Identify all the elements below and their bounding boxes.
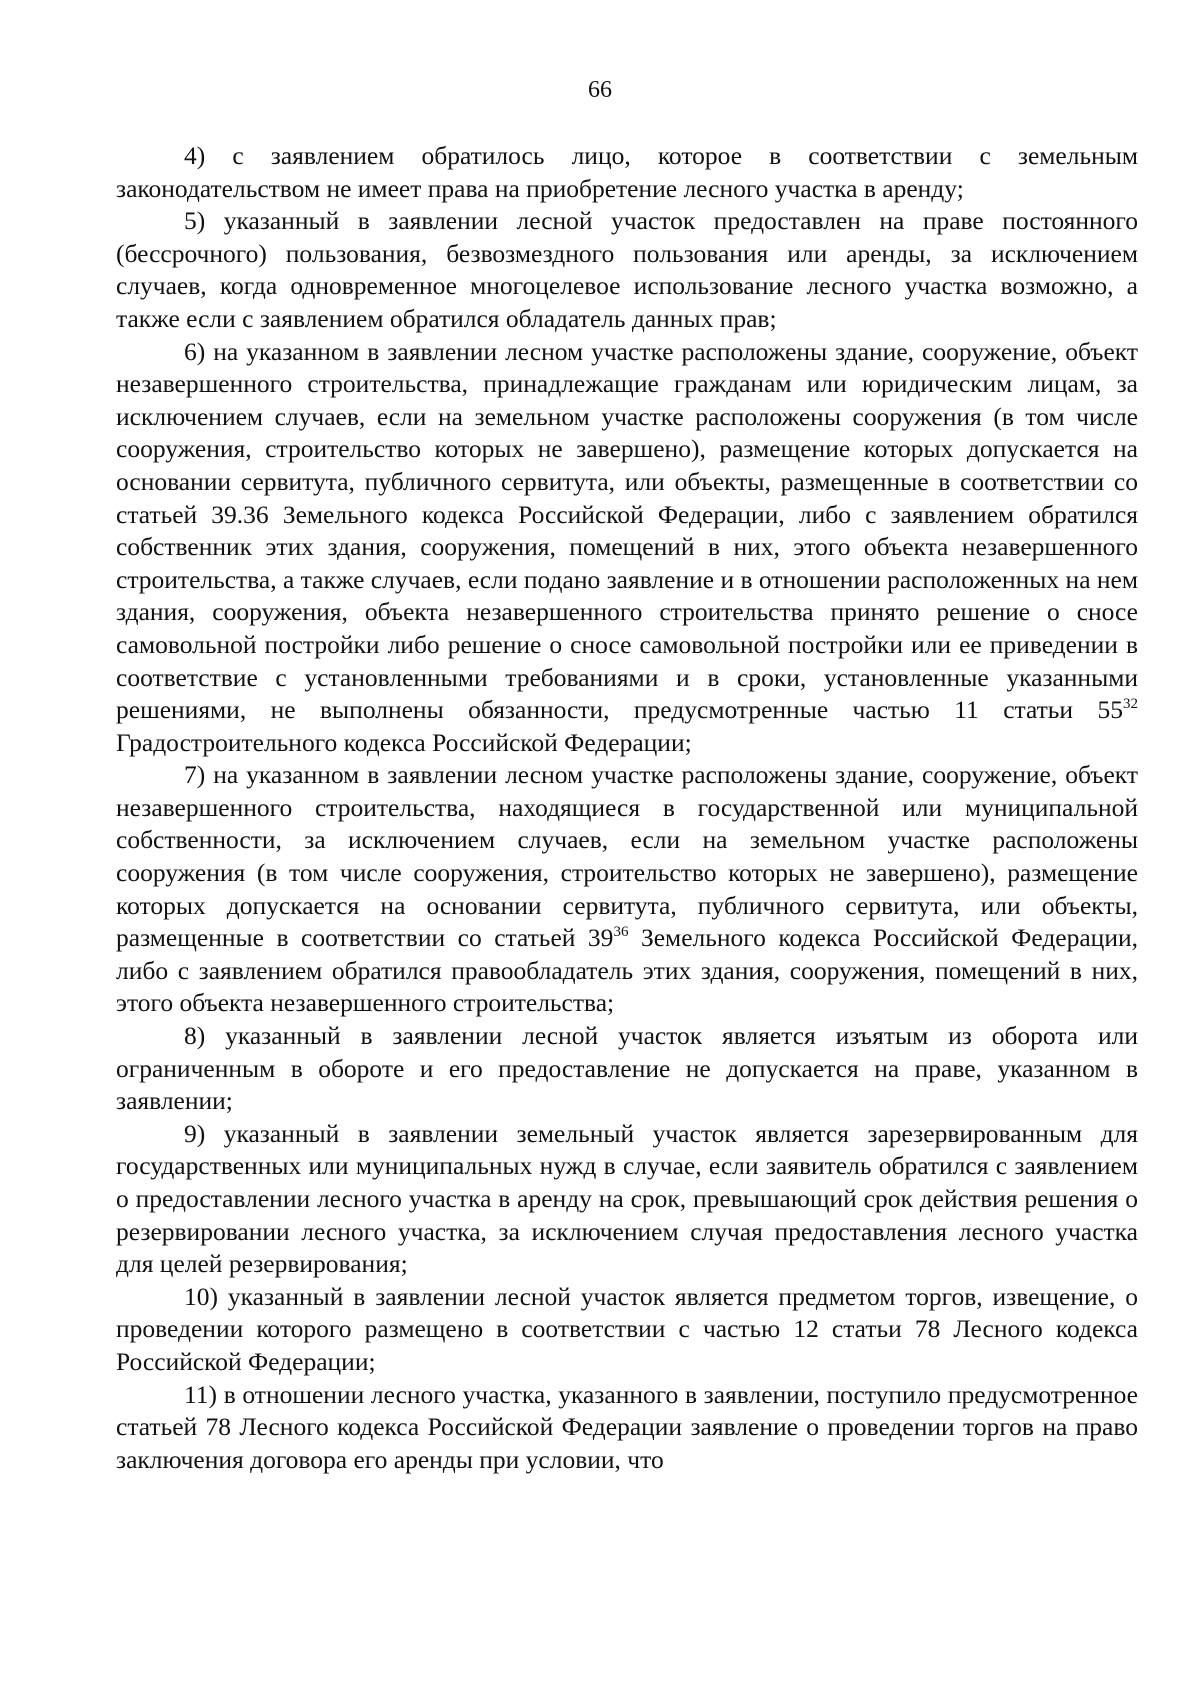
page-number: 66 (588, 77, 612, 103)
list-item-6-text: 6) на указанном в заявлении лесном участке расположены здание, сооружение, объект незавершенного строительства, принадлежащие гражданам или юридическим лицам, за исключением случаев, если на земельном участке расположены сооружения (в том числе сооружения, строительство которых не завершено), размещение которых допускается на основании сервитута, публичного сервитута, или объекты, размещенные в соответствии со статьей 39.36 Земельного кодекса Российской Федерации, либо с заявлением обратился собственник этих здания, сооружения, помещений в них, этого объекта незавершенного строительства, а также случаев, если подано заявление и в отношении расположенных на нем здания, сооружения, объекта незавершенного строительства принято решение о сносе самовольной постройки либо решение о сносе самовольной постройки или ее приведении в соответствие с установленными требованиями и в сроки, установленные указанными решениями, не выполнены обязанности, предусмотренные частью 11 статьи 55 (116, 336, 1138, 725)
document-body (116, 140, 1138, 1476)
list-item-11: 11) в отношении лесного участка, указанного в заявлении, поступило предусмотренное статьей 78 Лесного кодекса Российской Федерации заявление о проведении торгов на право заключения договора его аренды при условии, что (116, 1379, 1138, 1474)
list-item-4: 4) с заявлением обратилось лицо, которое в соответствии с земельным законодательством не имеет права на приобретение лесного участка в аренду; (116, 141, 1138, 203)
superscript-32: 32 (1123, 696, 1138, 713)
list-item-7-text-end: Земельного кодекса Российской Федерации, либо с заявлением обратился правообладатель этих здания, сооружения, помещений в них, этого объекта незавершенного строительства; (116, 923, 1138, 1018)
list-item-7-text: 7) на указанном в заявлении лесном участке расположены здание, сооружение, объект незавершенного строительства, находящиеся в государственной или муниципальной собственности, за исключением случаев, если на земельном участке расположены сооружения (в том числе сооружения, строительство которых не завершено), размещение которых допускается на основании сервитута, публичного сервитута, или объекты, размещенные в соответствии со статьей 39 (116, 760, 1138, 953)
superscript-36: 36 (613, 924, 629, 941)
list-item-6-text-end: Градостроительного кодекса Российской Федерации; (116, 727, 692, 757)
list-item-9: 9) указанный в заявлении земельный участок является зарезервированным для государственных или муниципальных нужд в случае, если заявитель обратился с заявлением о предоставлении лесного участка в аренду на срок, превышающий срок действия решения о резервировании лесного участка, за исключением случая предоставления лесного участка для целей резервирования; (116, 1118, 1138, 1279)
list-item-10: 10) указанный в заявлении лесной участок является предметом торгов, извещение, о проведении которого размещено в соответствии с частью 12 статьи 78 Лесного кодекса Российской Федерации; (116, 1281, 1138, 1376)
list-item-8: 8) указанный в заявлении лесной участок является изъятым из оборота или ограниченным в обороте и его предоставление не допускается на праве, указанном в заявлении; (116, 1021, 1138, 1116)
list-item-6 (116, 336, 1138, 760)
list-item-5: 5) указанный в заявлении лесной участок предоставлен на праве постоянного (бессрочного) пользования, безвозмездного пользования или аренды, за исключением случаев, когда одновременное многоцелевое использование лесного участка возможно, а также если с заявлением обратился обладатель данных прав; (116, 206, 1138, 333)
list-item-7 (116, 759, 1138, 1020)
